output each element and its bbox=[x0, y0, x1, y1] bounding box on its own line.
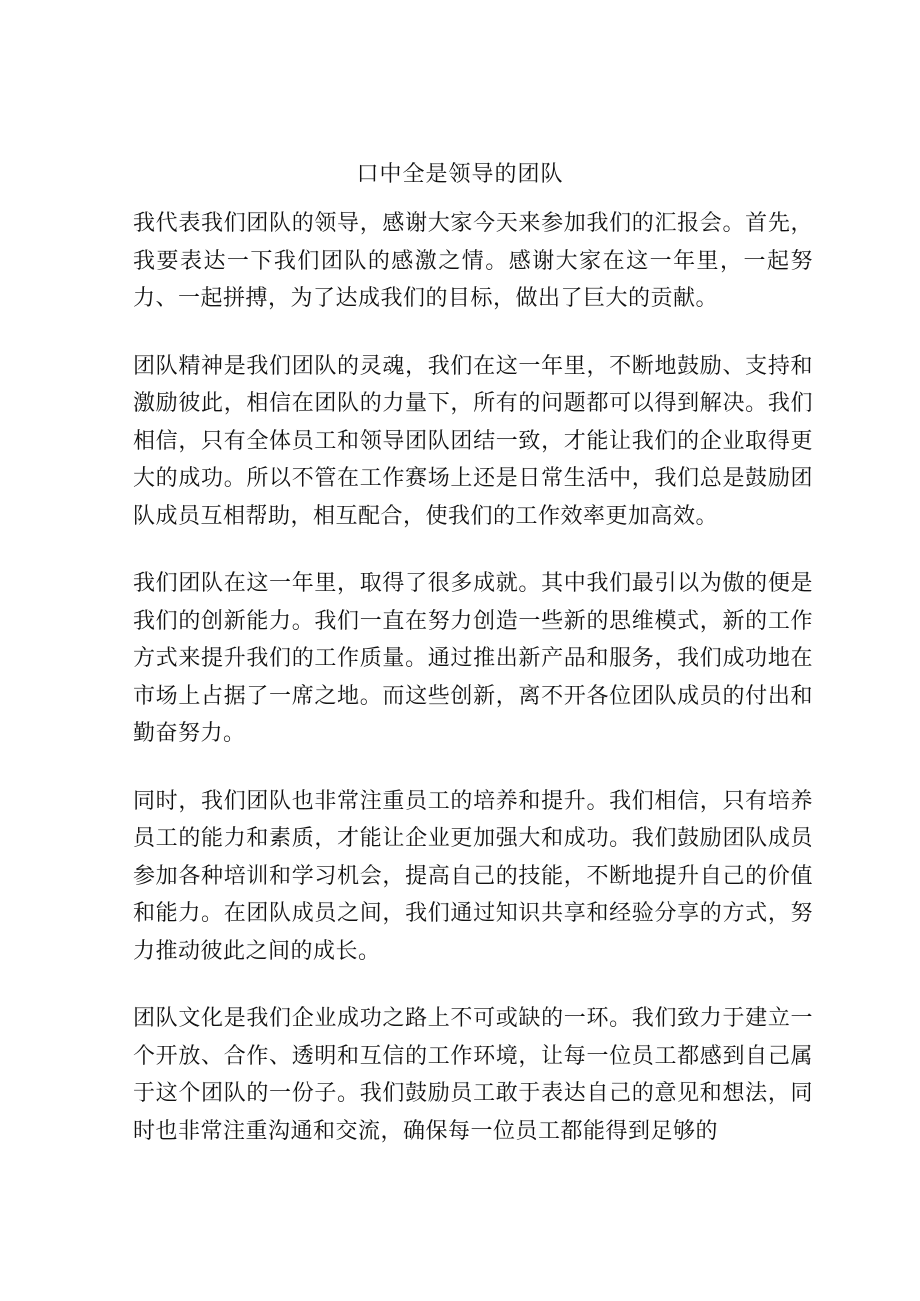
paragraph-1: 我代表我们团队的领导，感谢大家今天来参加我们的汇报会。首先，我要表达一下我们团队的感激之情。感谢大家在这一年里，一起努力、一起拼搏，为了达成我们的目标，做出了巨大的贡献。 bbox=[133, 211, 813, 311]
document-title: 口中全是领导的团队 bbox=[356, 162, 564, 187]
paragraph-3: 我们团队在这一年里，取得了很多成就。其中我们最引以为傲的便是我们的创新能力。我们一直在努力创造一些新的思维模式，新的工作方式来提升我们的工作质量。通过推出新产品和服务，我们成功地在市场上占据了一席之地。而这些创新，离不开各位团队成员的付出和勤奋努力。 bbox=[133, 571, 813, 746]
document-body bbox=[133, 205, 813, 1180]
paragraph-5: 团队文化是我们企业成功之路上不可或缺的一环。我们致力于建立一个开放、合作、透明和互信的工作环境，让每一位员工都感到自己属于这个团队的一份子。我们鼓励员工敢于表达自己的意见和想法，同时也非常注重沟通和交流，确保每一位员工都能得到足够的 bbox=[133, 1006, 813, 1144]
paragraph-4: 同时，我们团队也非常注重员工的培养和提升。我们相信，只有培养员工的能力和素质，才能让企业更加强大和成功。我们鼓励团队成员参加各种培训和学习机会，提高自己的技能，不断地提升自己的价值和能力。在团队成员之间，我们通过知识共享和经验分享的方式，努力推动彼此之间的成长。 bbox=[133, 788, 813, 964]
paragraph-2: 团队精神是我们团队的灵魂，我们在这一年里，不断地鼓励、支持和激励彼此，相信在团队的力量下，所有的问题都可以得到解决。我们相信，只有全体员工和领导团队团结一致，才能让我们的企业取得更大的成功。所以不管在工作赛场上还是日常生活中，我们总是鼓励团队成员互相帮助，相互配合，使我们的工作效率更加高效。 bbox=[133, 353, 813, 529]
